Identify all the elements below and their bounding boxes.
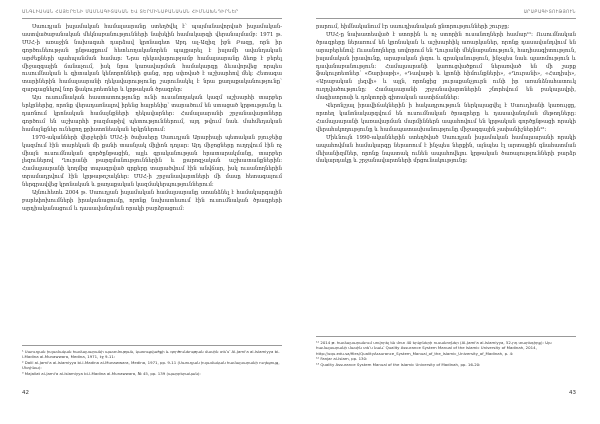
footnote: ¹³ Quality Assurance System Manual of the Islamic University of Madinah, pp. 16-20: [316,361,481,367]
left-footnotes [22,345,282,376]
right-footnotes [316,336,576,367]
running-head-right: ԱՐԱԲԱԳԻՏՈՒԹՅՈՒՆ [316,9,576,19]
right-body-text [316,24,576,166]
paragraph: Այս ուսումնական հաստատությունը ունի ուսանողական կազմ աշխարհի տարբեր երկրներից, որոնք վերադառնալով իրենց հայրենիք՝ տարածում են ստացած կրթությունը և դառնում կրոնական համայնքների ղեկավարներ: Համալսարանի շրջանավարտները գործում են աշխարհի բազմաթիվ պետություններում, այդ թվում նաև մահմեդական համայնքներ ունեցող քրիստոնեական երկրներում: [22,95,282,133]
paragraph: Վերոնշյալ իրավիճակներին ի հակադրություն ներկայացվել է Սաուդիանի կառույցը, որտեղ կանոնակարգվում են ուսումնական ծրագրերը և դասավանդման մեթոդները: Համալսարանի կառավարման մարմիններն ապահովում են կրթական գործընթացի որակի վերահսկողությունը և համապատասխանությունը միջազգային չափանիշներին¹²: [316,103,576,133]
footnote: ² Dalil al-Jami'a al-Islamiyya bi-l-Madina al-Munawwara, Medina, 1971, pp. 9-11 (Սաուդյան իսլամական համալսարանի ուղեցույց, Մեդինա): [22,359,280,371]
footnote: ¹² Fanjar al-Islam, pp. 130: [316,356,368,362]
paragraph: Սաուդյան իսլամական համալսարանը ստեղծվել է՝ պայմանավորված իսլամական-աստվածաբանական մեկնաբանությունների նախկին համակարգի վերանայմամբ: 1971 թ. ՄՍՀ-ի առաջին նախագահ դարձավ կրոնագետ Աբդ ալ-Ազիզ իբն Բազը, որն իր գործունեության ընթացքում հետևողականորեն պայքարել է իսլամի ավանդական արժեքների պահպանման համար: Նրա ղեկավարությամբ համալսարանը ձեռք է բերել միջազգային ճանաչում, իսկ նրա կառավարման համակարգը ձևավորվեց որպես ուսումնական և գիտական կենտրոնների ցանց, որը սփռված է աշխարհով մեկ: Հետագա տարիներին համալսարանի ղեկավարությունը շարունակել է նրա քաղաքականությունը՝ զարգացնելով նոր ֆակուլտետներ և կրթական ծրագրեր: [22,24,282,94]
paragraph: Միևնույն 1990-ականներին ստեղծված Սաուդյան իսլամական համալսարանի որակի ապահովման համակարգը ներառում է ինչպես ներքին, այնպես էլ արտաքին գնահատման մեխանիզմներ, որոնք նպատակ ունեն ապահովելու կրթական ծառայությունների բարձր մակարդակը և շրջանավարտների մրցունակությունը: [316,134,576,165]
footnote: ³ Majallat al-Jami'a al-Islamiyya bi-l-Madina al-Munawwara, № 45, pp. 139 (պարբերական): [22,370,201,376]
left-body-text [22,24,282,214]
right-page [316,0,576,424]
paragraph: Այնուհետև 2004 թ. Սաուդյան իսլամական համալսարանը ստանձնել է համակարգային բարեփոխումների իրականացումը, որոնք նախատեսում էին ուսումնական ծրագրերի արդիականացում և դասավանդման որակի բարձրացում: [22,190,282,212]
left-page [22,0,282,424]
running-head-left: ԱՆԳԼԻԱԿԱՆ ՀԱՅԵՐԵՆԻ ՄԱՍՆԱԳԻՏԱԿԱՆ ԵՎ ՏԵՐՄԻՆԱԲԱՆԱԿԱՆ ՀԻՄՆԱԽՆԴԻՐՆԵՐ [22,9,282,19]
footnote: ¹¹ 2014 թ. համալսարանում սովորել են մոտ 40 երկրների ուսանողներ (Al-Jami'a al-Islamiyya, 52-րդ տարեգիրք): Այս համալսարանի մասին տե՛ս նաև՝ Quality Assurance System Manual of the Islamic University of Madinah, 2014, http://uqu.edu.sa/files/QualityAssurance_System_Manual_of_the_Islamic_University_of_Madinah, p. 4: [316,340,552,356]
footnote: ¹ Սաուդյան իսլամական համալսարանի պատմության, կառուցվածքի և գործունեության մասին տե՛ս՝ Al-Jami'a al-Islamiyya bi-l-Madina al-Munawwara, Medina, 1971, էջ 9-11: [22,349,280,360]
paragraph: 1970-ականների վերջերին ՄՍՀ-ի ծախսերը Սաուդյան Արաբիայի պետական բյուջեից կազմում էին տարեկան մի քանի տասնյակ միլիոն դոլար: Այդ միջոցները ուղղվում էին ոչ միայն ուսումնական գործընթացին, այլև գրականության հրատարակմանը, տարբեր լեզուներով Ղուրանի թարգմանություններին և քարոզչական աշխատանքներին: Համալսարանի կողմից տպագրված գրքերը տարածվում էին անվճար, իսկ ուսանողներին տրամադրվում էին կրթաթոշակներ: ՄՍՀ-ի շրջանավարտների մի մասը հետագայում ներգրավվեց կրոնական և քաղաքական կազմակերպություններում: [22,134,282,189]
paragraph: ՄՍՀ-ը նախատեսված է ստորին և ոչ ստորին ուսանողների համար¹¹: Ուսումնական ծրագրերը ներառում են կրոնական և աշխարհիկ առարկաներ, որոնք դասավանդվում են արաբերենով: Ուսանողները սովորում են Ղուրանի մեկնաբանություն, հադիսագիտություն, իսլամական իրավունք, արաբական լեզու և գրականություն, ինչպես նաև պատմություն և դավանաբանություն: Համալսարանի կառուցվածքում ներառված են մի շարք ֆակուլտետներ՝ «Շարիաթի», «Դավաթի և կրոնի հիմունքների», «Ղուրանի», «Հադիսի», «Արաբական լեզվի» և այլն, որոնցից յուրաքանչյուրն ունի իր առանձնահատուկ ուղղվածությունը: Համալսարանի շրջանավարտներին շնորհվում են բակալավրի, մագիստրոսի և դոկտորի գիտական աստիճաններ: [316,31,576,102]
page-number-right: 43 [569,390,576,396]
page-number-left: 42 [22,390,29,396]
paragraph: րարում, հիմնականում էր սաուդիանական ընտրությունների շուրջը: [316,24,510,30]
